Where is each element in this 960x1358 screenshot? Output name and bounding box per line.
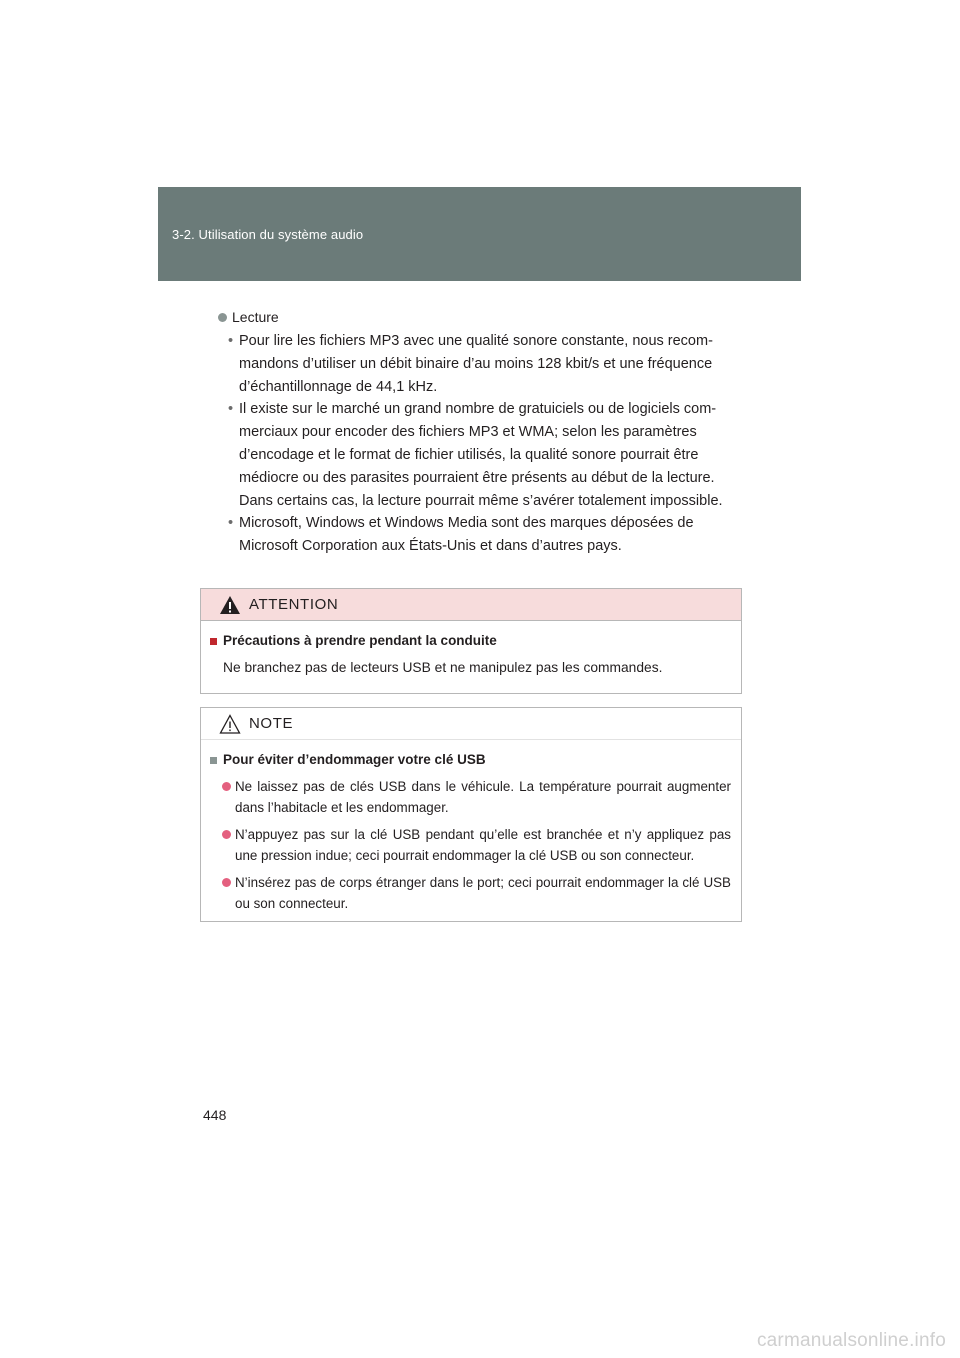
attention-body xyxy=(201,621,741,679)
bullet-dot-icon xyxy=(218,313,227,322)
lecture-section xyxy=(218,306,748,558)
page-number: 448 xyxy=(203,1107,227,1123)
warning-triangle-icon xyxy=(219,595,241,615)
text-line: d’échantillonnage de 44,1 kHz. xyxy=(239,378,438,395)
list-item xyxy=(222,825,731,866)
attention-heading-text: Précautions à prendre pendant la conduite xyxy=(223,633,497,648)
text-line: • Il existe sur le marché un grand nombre de gratuiciels ou de logiciels com- xyxy=(239,401,717,418)
note-item-text: Ne laissez pas de clés USB dans le véhicule. La température pourrait augmenter dans l’habitacle et les endommager. xyxy=(235,779,731,815)
bullet-dot-icon xyxy=(222,782,231,791)
text-line: Dans certains cas, la lecture pourrait même s’avérer totalement impossible. xyxy=(239,492,723,509)
list-item xyxy=(222,777,731,818)
attention-text: Ne branchez pas de lecteurs USB et ne manipulez pas les commandes. xyxy=(223,660,663,675)
list-item xyxy=(222,873,731,914)
attention-subheading xyxy=(210,631,731,651)
square-bullet-icon xyxy=(210,757,217,764)
section-title: 3-2. Utilisation du système audio xyxy=(172,227,364,242)
note-item-text: N’insérez pas de corps étranger dans le port; ceci pourrait endommager la clé USB ou son connecteur. xyxy=(235,875,731,911)
text-line: • Pour lire les fichiers MP3 avec une qualité sonore constante, nous recom- xyxy=(239,333,713,349)
square-bullet-icon xyxy=(210,638,217,645)
list-item xyxy=(228,512,748,558)
caution-outline-icon xyxy=(219,714,241,734)
text-line: Microsoft Corporation aux États-Unis et dans d’autres pays. xyxy=(239,538,622,555)
bullet-dot-icon xyxy=(222,830,231,839)
attention-box xyxy=(200,588,742,694)
bullet-dot-icon xyxy=(222,878,231,887)
text-line: médiocre ou des parasites pourraient être présents au début de la lecture. xyxy=(239,469,715,486)
list-item xyxy=(228,398,748,512)
text-line: merciaux pour encoder des fichiers MP3 et WMA; selon les paramètres xyxy=(239,424,697,441)
note-header xyxy=(201,708,741,740)
text-line: mandons d’utiliser un débit binaire d’au moins 128 kbit/s et une fréquence xyxy=(239,355,713,372)
note-heading-text: Pour éviter d’endommager votre clé USB xyxy=(223,752,486,767)
watermark: carmanualsonline.info xyxy=(756,1330,946,1351)
note-body xyxy=(201,740,741,914)
section-header-band xyxy=(158,187,801,281)
note-label: NOTE xyxy=(249,715,294,732)
list-item xyxy=(228,330,748,398)
lecture-list xyxy=(228,330,748,558)
attention-label: ATTENTION xyxy=(249,596,339,613)
attention-header xyxy=(201,589,741,621)
note-box xyxy=(200,707,742,922)
note-item-text: N’appuyez pas sur la clé USB pendant qu’elle est branchée et n’y appliquez pas une pression indue; ceci pourrait endommager la clé USB ou son connecteur. xyxy=(235,827,731,863)
note-subheading xyxy=(210,750,731,770)
lecture-heading xyxy=(218,306,748,328)
lecture-title: Lecture xyxy=(232,309,279,325)
text-line: • Microsoft, Windows et Windows Media sont des marques déposées de xyxy=(239,515,694,532)
text-line: d’encodage et le format de fichier utilisés, la qualité sonore pourrait être xyxy=(239,446,699,463)
